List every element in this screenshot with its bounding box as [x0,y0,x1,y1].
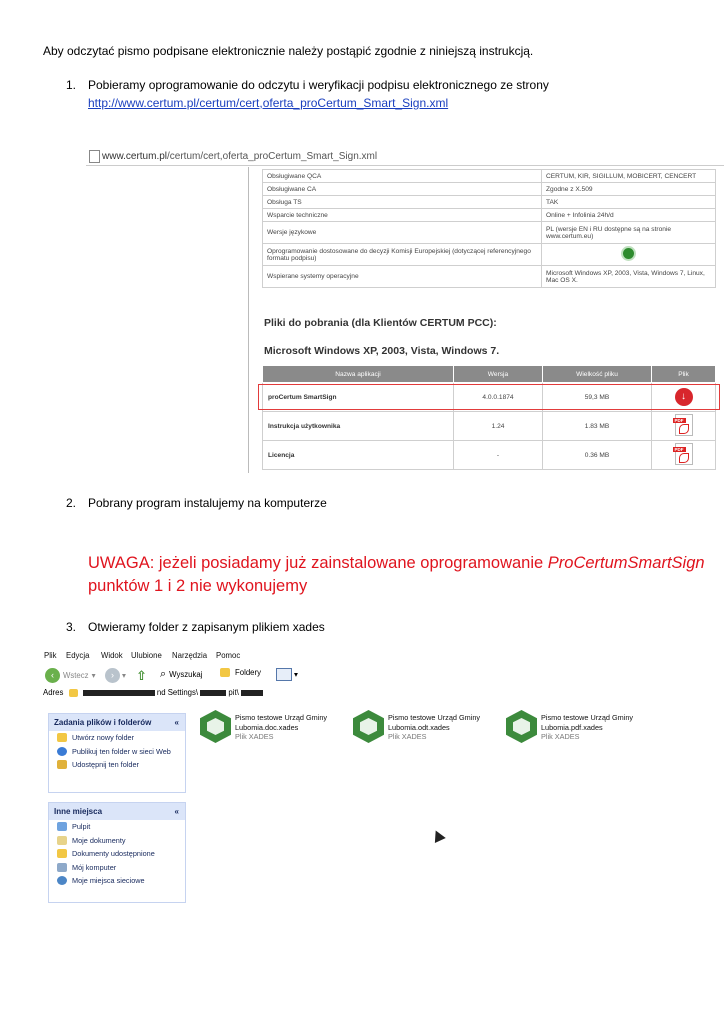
folders-button[interactable] [220,668,261,677]
file-size: 59,3 MB [543,383,652,412]
menu-item[interactable]: Edycja [66,651,90,660]
step3-number: 3. [66,620,77,634]
warning-prefix: UWAGA: jeżeli posiadamy już zainstalowane oprogramowanie [88,554,548,572]
download-icon[interactable]: ↓ [675,388,693,406]
network-icon [57,876,67,885]
scribble-redaction [241,690,263,696]
spec-value: CERTUM, KIR, SIGILLUM, MOBICERT, CENCERT [542,170,716,183]
step1-text: Pobieramy oprogramowanie do odczytu i weryfikacji podpisu elektronicznego ze strony [88,78,549,92]
toolbar [43,665,711,687]
menu-item[interactable]: Widok [101,651,123,660]
views-button[interactable]: ▾ [276,668,298,681]
xades-file-icon [506,710,537,743]
tasks-pane [48,713,186,793]
place-label: Dokumenty udostępnione [72,849,155,858]
search-icon: ⌕ [160,668,167,680]
task-publish[interactable] [49,745,185,759]
place-label: Moje dokumenty [72,835,126,845]
check-icon [621,246,636,261]
spec-value: Zgodne z X.509 [542,183,716,196]
column-header: Wielkość pliku [543,366,652,383]
place-my-documents[interactable] [49,834,185,848]
collapse-icon[interactable]: « [174,807,179,816]
scribble-redaction [83,690,155,696]
file-name: Licencja [263,441,454,470]
certum-page-screenshot [86,147,724,475]
share-folder-icon [57,760,67,769]
pdf-icon[interactable] [675,443,693,465]
back-button[interactable]: ‹ Wstecz ▾ [45,668,95,683]
certum-link[interactable]: http://www.certum.pl/certum/cert,oferta_proCertum_Smart_Sign.xml [88,96,449,110]
table-row [263,441,716,470]
folder-icon [69,689,78,697]
file-name-line2: Lubomia.odt.xades [388,722,450,732]
file-name: proCertum SmartSign [263,383,454,412]
places-pane [48,802,186,903]
step3-text: Otwieramy folder z zapisanym plikiem xades [88,620,325,634]
downloads-title: Pliki do pobrania (dla Klientów CERTUM PCC): [264,317,497,329]
table-row [263,209,716,222]
spec-key: Obsługiwane CA [263,183,542,196]
up-button[interactable] [136,668,147,684]
table-row [263,170,716,183]
column-header: Wersja [454,366,543,383]
tasks-title: Zadania plików i folderów [54,718,152,727]
file-type: Plik XADES [541,732,580,741]
downloads-table [262,365,716,470]
file-version: - [454,441,543,470]
spec-key: Wspierane systemy operacyjne [263,266,542,288]
file-name-line1: Pismo testowe Urząd Gminy [388,713,481,722]
warning-note [88,552,708,598]
task-label: Udostępnij ten folder [72,760,139,769]
up-arrow-icon: ⇧ [136,668,147,683]
table-row [263,266,716,288]
file-type: Plik XADES [235,732,274,741]
file-name: Instrukcja użytkownika [263,412,454,441]
task-share[interactable] [49,758,185,772]
xades-file-icon [353,710,384,743]
xades-file-icon [200,710,231,743]
spec-key: Oprogramowanie dostosowane do decyzji Komisji Europejskiej (dotyczącej referencyjnego formatu podpisu) [263,244,542,266]
folders-label: Foldery [235,668,261,677]
menu-item[interactable]: Ulubione [131,651,162,660]
back-label: Wstecz [63,671,89,680]
table-row [263,183,716,196]
step2-number: 2. [66,496,77,510]
menu-item[interactable]: Plik [44,651,57,660]
file-size: 0.36 MB [543,441,652,470]
new-folder-icon [57,733,67,742]
computer-icon [57,863,67,872]
table-row [263,412,716,441]
spec-key: Obsługiwane QCA [263,170,542,183]
collapse-icon[interactable]: « [174,718,179,727]
address-bar[interactable] [43,688,711,703]
desktop-icon [57,822,67,831]
place-my-computer[interactable] [49,861,185,875]
menu-item[interactable]: Narzędzia [172,651,208,660]
places-pane-header[interactable] [49,803,185,820]
menu-bar [43,648,711,664]
place-shared-documents[interactable] [49,847,185,861]
place-network[interactable] [49,874,185,888]
spec-key: Wersje językowe [263,222,542,244]
globe-icon [57,747,67,756]
column-header: Nazwa aplikacji [263,366,454,383]
spec-value: PL (wersje EN i RU dostępne są na stronie www.certum.eu) [542,222,716,244]
spec-table [262,169,716,288]
spec-value: Online + Infolinia 24h/d [542,209,716,222]
file-name-line2: Lubomia.pdf.xades [541,722,603,732]
file-size: 1.83 MB [543,412,652,441]
menu-item[interactable]: Pomoc [216,651,241,660]
url-host: www.certum.pl [102,151,168,162]
table-row [263,244,716,266]
column-header: Plik [652,366,716,383]
forward-icon: › [105,668,120,683]
address-label: Adres [43,688,64,697]
place-label: Pulpit [72,822,91,831]
search-button[interactable] [160,668,202,681]
address-path-end: pit\ [228,688,239,697]
step2-text: Pobrany program instalujemy na komputerze [88,496,327,510]
spec-key: Wsparcie techniczne [263,209,542,222]
place-label: Moje miejsca sieciowe [72,876,145,885]
file-name-line1: Pismo testowe Urząd Gminy [235,713,328,722]
file-version: 4.0.0.1874 [454,383,543,412]
forward-button[interactable]: › ▾ [105,668,126,683]
pdf-icon[interactable] [675,414,693,436]
warning-suffix: punktów 1 i 2 nie wykonujemy [88,577,308,595]
shared-folder-icon [57,849,67,858]
table-row [263,196,716,209]
views-icon [276,668,292,681]
places-title: Inne miejsca [54,807,103,816]
documents-icon [57,836,67,845]
place-desktop[interactable] [49,820,185,834]
spec-value: TAK [542,196,716,209]
scribble-redaction [200,690,226,696]
os-title: Microsoft Windows XP, 2003, Vista, Windows 7. [264,345,500,357]
task-label: Utwórz nowy folder [72,733,135,742]
search-label: Wyszukaj [169,670,203,679]
place-label: Mój komputer [72,862,117,872]
warning-product: ProCertumSmartSign [547,554,705,572]
file-name-line2: Lubomia.doc.xades [235,722,299,732]
file-name-line1: Pismo testowe Urząd Gminy [541,713,634,722]
address-path: nd Settings\ [156,688,199,697]
explorer-screenshot [43,646,711,904]
tasks-pane-header[interactable] [49,714,185,731]
spec-value: Microsoft Windows XP, 2003, Vista, Windows 7, Linux, Mac OS X. [542,266,716,288]
highlight-box [258,384,720,410]
file-type: Plik XADES [388,732,427,741]
page-icon [89,150,100,163]
spec-key: Obsługa TS [263,196,542,209]
browser-url-bar [86,147,724,167]
folder-icon [220,668,230,677]
url-path: /certum/cert,oferta_proCertum_Smart_Sign.xml [167,151,378,162]
task-label: Publikuj ten folder w sieci Web [72,746,171,756]
back-icon: ‹ [45,668,60,683]
intro-text: Aby odczytać pismo podpisane elektronicznie należy postąpić zgodnie z niniejszą instrukcją. [43,44,534,58]
task-new-folder[interactable] [49,731,185,745]
table-row [263,222,716,244]
file-version: 1.24 [454,412,543,441]
step1-number: 1. [66,78,77,92]
